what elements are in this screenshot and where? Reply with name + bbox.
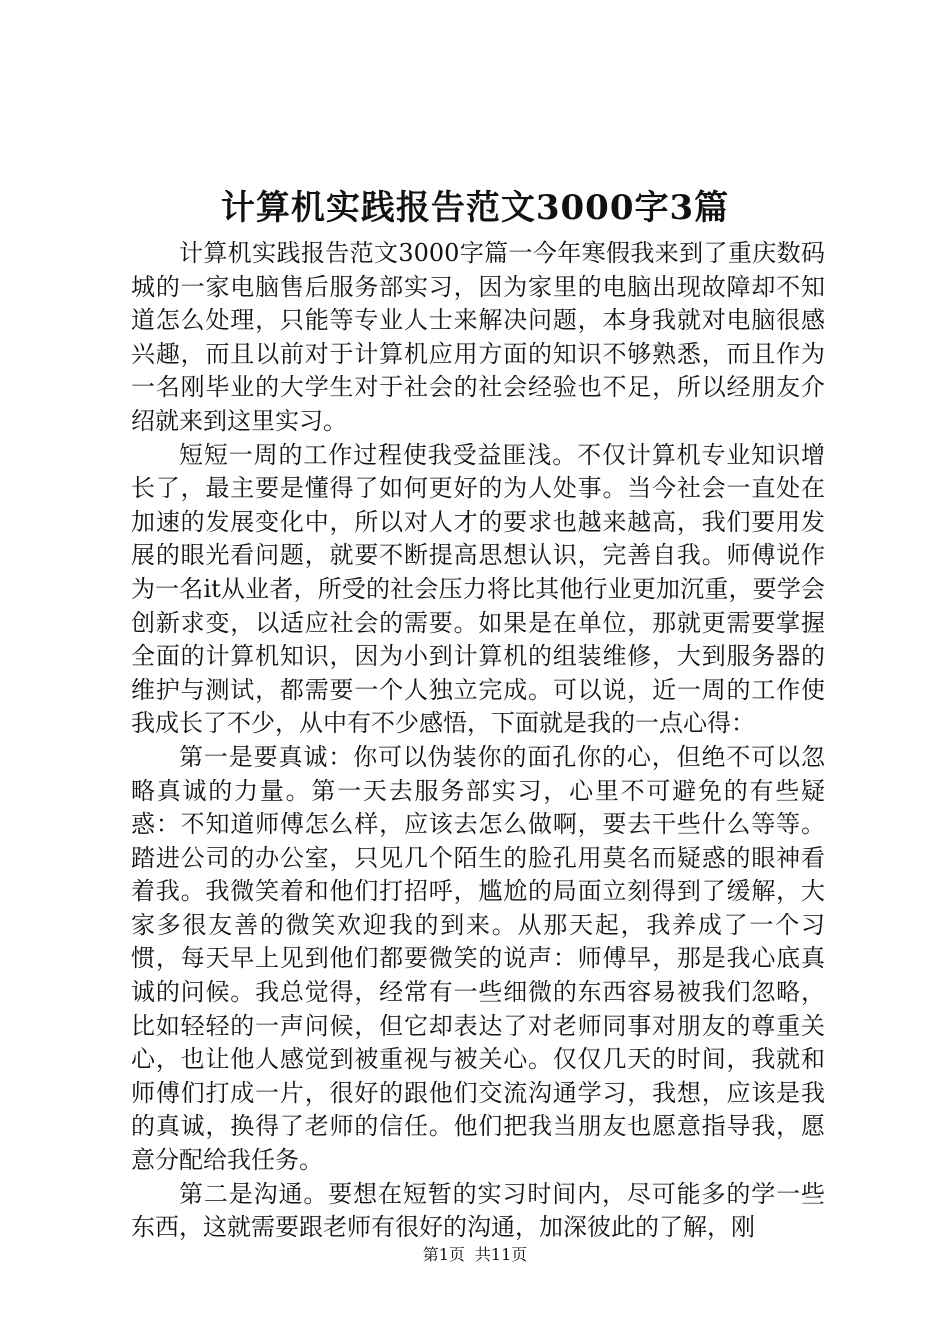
paragraph: 第一是要真诚：你可以伪装你的面孔你的心，但绝不可以忽略真诚的力量。第一天去服务部实习，心里不可避免的有些疑惑：不知道师傅怎么样，应该去怎么做啊，要去干些什么等等。踏进公司的办公室，只见几个陌生的脸孔用莫名而疑惑的眼神看着我。我微笑着和他们打招呼，尴尬的局面立刻得到了缓解，大家多很友善的微笑欢迎我的到来。从那天起，我养成了一个习惯，每天早上见到他们都要微笑的说声：师傅早，那是我心底真诚的问候。我总觉得，经常有一些细微的东西容易被我们忽略，比如轻轻的一声问候，但它却表达了对老师同事对朋友的尊重关心，也让他人感觉到被重视与被关心。仅仅几天的时间，我就和师傅们打成一片，很好的跟他们交流沟通学习，我想，应该是我的真诚，换得了老师的信任。他们把我当朋友也愿意指导我，愿意分配给我任务。 [131, 742, 825, 1175]
paragraph: 计算机实践报告范文3000字篇一今年寒假我来到了重庆数码城的一家电脑售后服务部实习，因为家里的电脑出现故障却不知道怎么处理，只能等专业人士来解决问题，本身我就对电脑很感兴趣，而且以前对于计算机应用方面的知识不够熟悉，而且作为一名刚毕业的大学生对于社会的社会经验也不足，所以经朋友介绍就来到这里实习。 [131, 239, 825, 435]
page-total: 共11页 [474, 1245, 528, 1264]
paragraph: 第二是沟通。要想在短暂的实习时间内，尽可能多的学一些东西，这就需要跟老师有很好的沟通，加深彼此的了解，刚 [131, 1179, 825, 1242]
page-footer [0, 1244, 950, 1266]
document-body [131, 237, 825, 1245]
document-title: 计算机实践报告范文3000字3篇 [220, 188, 730, 228]
page-number: 第1页 [422, 1245, 465, 1264]
paragraph: 短短一周的工作过程使我受益匪浅。不仅计算机专业知识增长了，最主要是懂得了如何更好的为人处事。当今社会一直处在加速的发展变化中，所以对人才的要求也越来越高，我们要用发展的眼光看问题，就要不断提高思想认识，完善自我。师傅说作为一名it从业者，所受的社会压力将比其他行业更加沉重，要学会创新求变，以适应社会的需要。如果是在单位，那就更需要掌握全面的计算机知识，因为小到计算机的组装维修，大到服务器的维护与测试，都需要一个人独立完成。可以说，近一周的工作使我成长了不少，从中有不少感悟，下面就是我的一点心得： [131, 440, 825, 738]
